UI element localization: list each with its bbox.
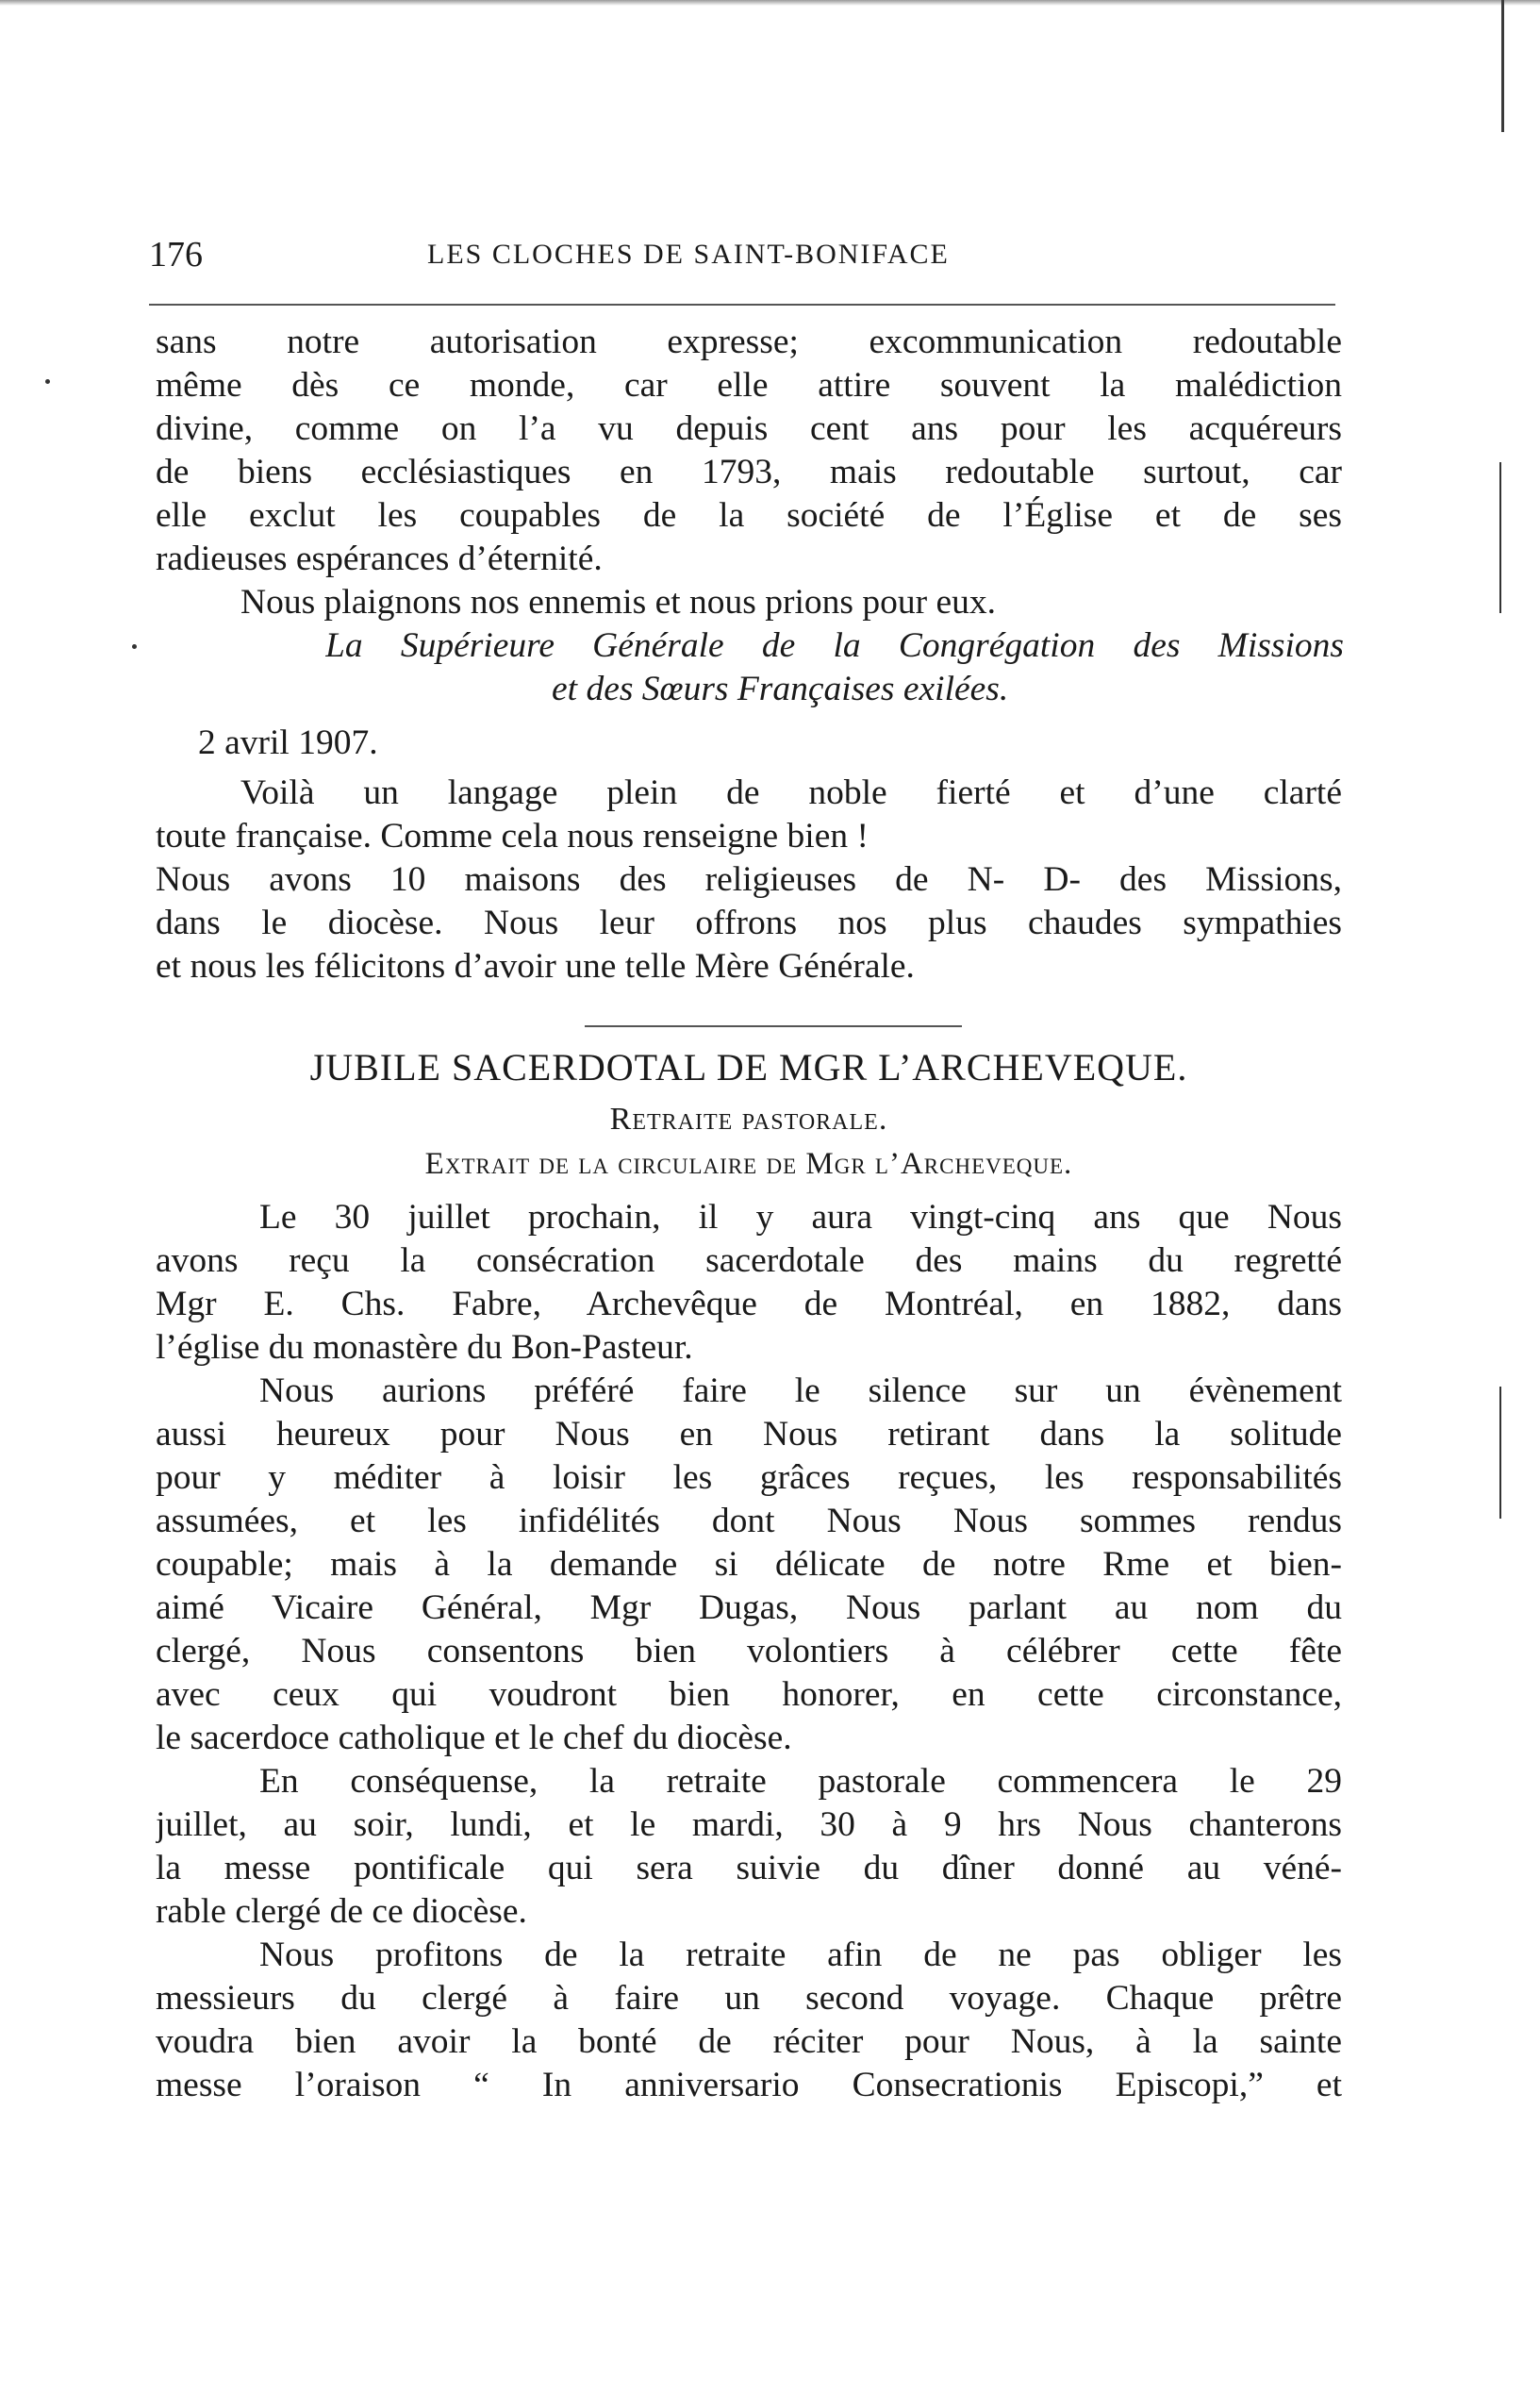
page-top-edge [0, 0, 1540, 6]
text-line: dans le diocèse. Nous leur offrons nos plus chaudes sympathies [156, 904, 1342, 942]
section-rule [585, 1025, 962, 1027]
text-line: et nous les félicitons d’avoir une telle Mère Générale. [156, 947, 915, 986]
text-line: En conséquense, la retraite pastorale commencera le 29 [259, 1762, 1342, 1801]
text-line: elle exclut les coupables de la société de l’Église et de ses [156, 496, 1342, 535]
text-line: toute française. Comme cela nous renseigne bien ! [156, 817, 869, 856]
text-line: le sacerdoce catholique et le chef du diocèse. [156, 1719, 792, 1757]
text-line: rable clergé de ce diocèse. [156, 1892, 527, 1931]
text-line: aussi heureux pour Nous en Nous retirant dans la solitude [156, 1415, 1342, 1454]
margin-mark-line [1499, 1387, 1501, 1519]
section-subtitle: Extrait de la circulaire de Mgr l’Archeveque. [424, 1147, 1073, 1181]
text-line: Mgr E. Chs. Fabre, Archevêque de Montréal, en 1882, dans [156, 1285, 1342, 1323]
page-header [149, 226, 1335, 283]
running-title: LES CLOCHES DE SAINT-BONIFACE [427, 239, 950, 270]
text-line: pour y méditer à loisir les grâces reçues, les responsabilités [156, 1458, 1342, 1497]
page-number: 176 [149, 235, 203, 274]
text-line: assumées, et les infidélités dont Nous Nous sommes rendus [156, 1502, 1342, 1540]
section-subtitle: Retraite pastorale. [609, 1102, 888, 1137]
section-title: JUBILE SACERDOTAL DE MGR L’ARCHEVEQUE. [309, 1046, 1188, 1088]
text-line: avec ceux qui voudront bien honorer, en cette circonstance, [156, 1675, 1342, 1714]
text-line: juillet, au soir, lundi, et le mardi, 30 à 9 hrs Nous chanterons [156, 1805, 1342, 1844]
date-line: 2 avril 1907. [198, 723, 378, 762]
text-line: aimé Vicaire Général, Mgr Dugas, Nous parlant au nom du [156, 1588, 1342, 1627]
text-line: Nous avons 10 maisons des religieuses de N- D- des Missions, [156, 860, 1342, 899]
margin-mark-line [1499, 462, 1501, 613]
text-line: Nous profitons de la retraite afin de ne pas obliger les [259, 1936, 1342, 1974]
text-line: messe l’oraison “ In anniversario Consecrationis Episcopi,” et [156, 2066, 1342, 2104]
text-line: de biens ecclésiastiques en 1793, mais redoutable surtout, car [156, 453, 1342, 491]
text-line: voudra bien avoir la bonté de réciter pour Nous, à la sainte [156, 2022, 1342, 2061]
signature-line: et des Sœurs Françaises exilées. [552, 670, 1009, 708]
text-line: radieuses espérances d’éternité. [156, 540, 603, 578]
margin-dot [132, 644, 137, 649]
text-line: l’église du monastère du Bon-Pasteur. [156, 1328, 693, 1367]
page-right-edge [1501, 0, 1504, 132]
text-line: divine, comme on l’a vu depuis cent ans pour les acquéreurs [156, 409, 1342, 448]
text-line: sans notre autorisation expresse; excommunication redoutable [156, 323, 1342, 361]
text-line: Nous aurions préféré faire le silence sur un évènement [259, 1371, 1342, 1410]
text-line: Le 30 juillet prochain, il y aura vingt-cinq ans que Nous [259, 1198, 1342, 1237]
text-line: même dès ce monde, car elle attire souvent la malédiction [156, 366, 1342, 405]
text-line: la messe pontificale qui sera suivie du dîner donné au véné- [156, 1849, 1342, 1887]
text-line: Voilà un langage plein de noble fierté et d’une clarté [240, 773, 1342, 812]
header-rule [149, 304, 1335, 306]
text-line: clergé, Nous consentons bien volontiers à célébrer cette fête [156, 1632, 1342, 1670]
signature-line: La Supérieure Générale de la Congrégation des Missions [325, 626, 1344, 665]
margin-dot [45, 379, 50, 384]
text-line: coupable; mais à la demande si délicate de notre Rme et bien- [156, 1545, 1342, 1584]
text-line: Nous plaignons nos ennemis et nous prions pour eux. [240, 583, 996, 622]
text-line: avons reçu la consécration sacerdotale des mains du regretté [156, 1241, 1342, 1280]
text-line: messieurs du clergé à faire un second voyage. Chaque prêtre [156, 1979, 1342, 2018]
